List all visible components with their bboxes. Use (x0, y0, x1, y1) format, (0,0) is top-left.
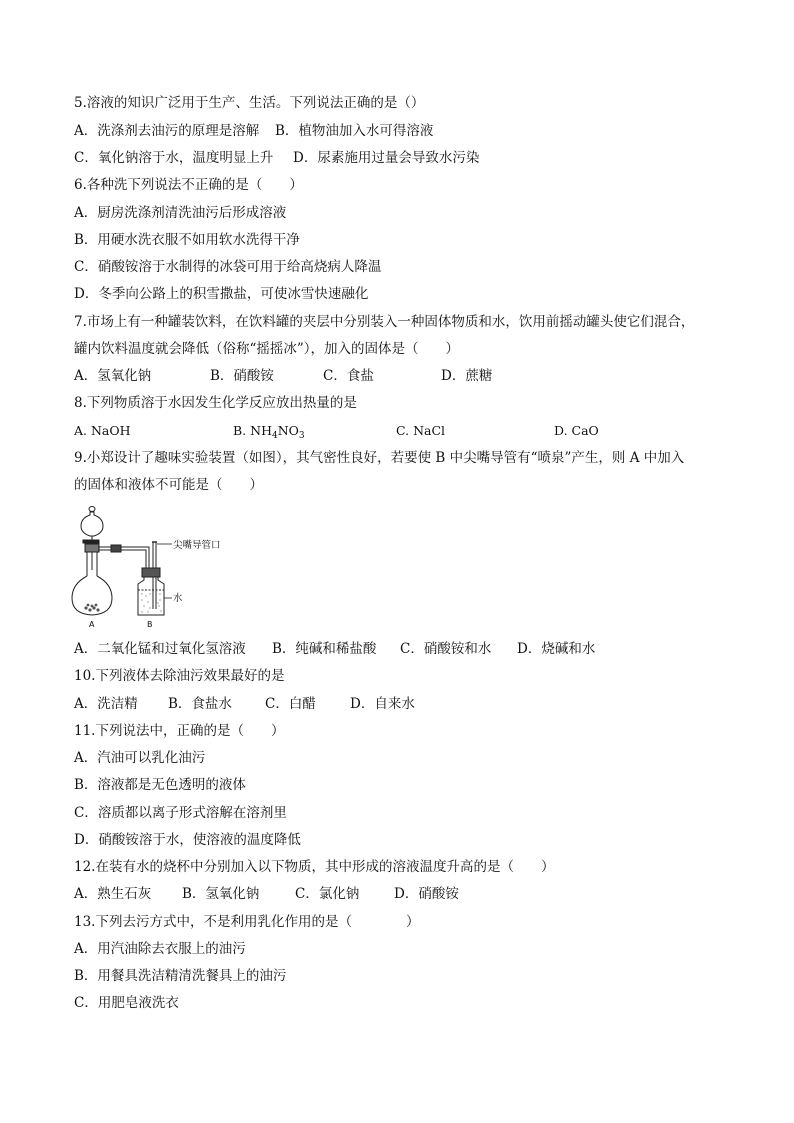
q7-option-c: C．食盐 (323, 368, 374, 384)
funnel-valve-icon (83, 540, 99, 543)
q5-option-a: A．洗涤剂去油污的原理是溶解 (74, 123, 260, 139)
fig-label-nozzle: 尖嘴导管口 (173, 540, 221, 551)
q6-option-c: C．硝酸铵溶于水制得的冰袋可用于给高烧病人降温 (74, 259, 382, 275)
q8-option-a: A. NaOH (74, 423, 131, 438)
q7-stem-line-2: 罐内饮料温度就会降低（俗称“摇摇冰”），加入的固体是（ ） (74, 341, 460, 357)
q13-option-c: C．用肥皂液洗衣 (74, 995, 179, 1011)
fig-label-water: 水 (173, 593, 183, 604)
connecting-tube-icon (98, 547, 111, 550)
apparatus-figure (66, 504, 236, 630)
q13-option-a: A．用汽油除去衣服上的油污 (74, 941, 246, 957)
q8-b-sub1: 4 (271, 431, 278, 441)
q6-option-a: A．厨房洗涤剂清洗油污后形成溶液 (74, 205, 287, 221)
q7-option-b: B．硝酸铵 (210, 368, 274, 384)
q8-option-c: C. NaCl (396, 423, 446, 438)
q9-stem-line-2: 的固体和液体不可能是（ ） (74, 477, 263, 493)
q6-option-b: B．用硬水洗衣服不如用软水洗得干净 (74, 232, 300, 248)
q10-option-b: B．食盐水 (168, 696, 232, 712)
q9-option-c: C．硝酸铵和水 (400, 641, 492, 657)
q12-option-b: B．氢氧化钠 (182, 886, 260, 902)
q6-stem: 6.各种洗下列说法不正确的是（ ） (74, 177, 303, 193)
q12-option-a: A．熟生石灰 (74, 886, 152, 902)
q10-option-d: D．自来水 (350, 696, 415, 712)
q9-option-b: B．纯碱和稀盐酸 (272, 641, 377, 657)
q11-option-c: C．溶质都以离子形式溶解在溶剂里 (74, 805, 287, 821)
q10-stem: 10.下列液体去除油污效果最好的是 (74, 668, 285, 684)
q8-b-sub2: 3 (298, 431, 305, 441)
q7-stem-line-1: 7.市场上有一种罐装饮料，在饮料罐的夹层中分别装入一种固体物质和水，饮用前摇动罐头使它们混合， (74, 314, 695, 330)
fig-label-a: A (89, 620, 95, 629)
bottle-stopper-icon (142, 568, 160, 577)
water-dots-icon (141, 593, 161, 612)
q11-stem: 11.下列说法中，正确的是（ ） (74, 723, 285, 739)
q12-stem: 12.在装有水的烧杯中分别加入以下物质，其中形成的溶液温度升高的是（ ） (74, 859, 555, 875)
q11-option-a: A．汽油可以乳化油污 (74, 750, 206, 766)
q9-option-d: D．烧碱和水 (517, 641, 596, 657)
q12-option-d: D．硝酸铵 (394, 886, 459, 902)
q8-option-b (233, 422, 305, 445)
flask-stopper-icon (85, 544, 99, 552)
q5-option-b: B．植物油加入水可得溶液 (275, 123, 434, 139)
q9-option-a: A．二氧化锰和过氧化氢溶液 (74, 641, 246, 657)
q10-option-c: C．白醋 (265, 696, 316, 712)
q5-stem: 5.溶液的知识广泛用于生产、生活。下列说法正确的是（） (74, 95, 425, 111)
q11-option-d: D．硝酸铵溶于水，使溶液的温度降低 (74, 832, 301, 848)
funnel-bulb-icon (81, 512, 103, 536)
q10-option-a: A．洗洁精 (74, 696, 138, 712)
flask-solid-icon (84, 604, 99, 612)
q13-stem: 13.下列去污方式中，不是利用乳化作用的是（ ） (74, 914, 420, 930)
q8-stem: 8.下列物质溶于水因发生化学反应放出热量的是 (74, 395, 357, 411)
q8-option-d: D. CaO (554, 423, 599, 438)
fig-label-b: B (147, 620, 153, 629)
funnel-stopper-icon (89, 507, 95, 512)
q13-option-b: B．用餐具洗洁精清洗餐具上的油污 (74, 968, 287, 984)
q12-option-c: C．氯化钠 (295, 886, 360, 902)
q9-stem-line-1: 9.小郑设计了趣味实验装置（如图），其气密性良好，若要使 B 中尖嘴导管有“喷泉”产生，则 A 中加入 (74, 450, 685, 466)
q8-b-prefix: B. NH (233, 423, 272, 438)
q5-option-c: C．氧化钠溶于水，温度明显上升 (74, 150, 274, 166)
q5-option-d: D．尿素施用过量会导致水污染 (293, 150, 480, 166)
q7-option-a: A．氢氧化钠 (74, 368, 152, 384)
q8-b-mid: NO (277, 423, 299, 438)
bottle-b-icon (138, 577, 164, 615)
flask-a-icon (72, 576, 112, 615)
q11-option-b: B．溶液都是无色透明的液体 (74, 777, 246, 793)
q7-option-d: D．蔗糖 (441, 368, 493, 384)
q6-option-d: D．冬季向公路上的积雪撒盐，可使冰雪快速融化 (74, 286, 369, 302)
